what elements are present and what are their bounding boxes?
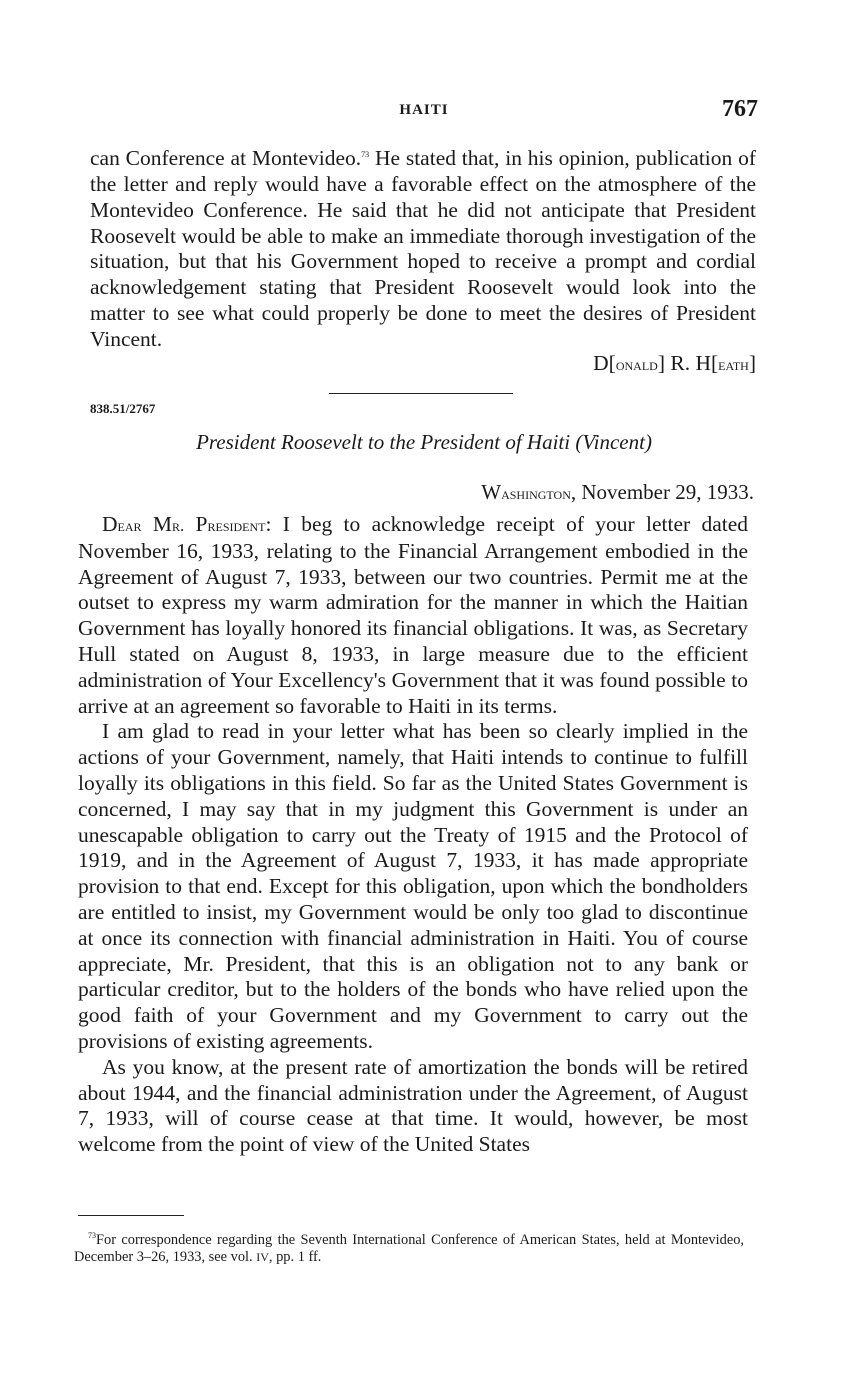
signature — [593, 350, 756, 378]
salutation-colon: : — [265, 512, 283, 536]
footnote-text-2: , pp. 1 ff. — [268, 1248, 322, 1265]
letter-body — [78, 512, 748, 1158]
salutation-m-rest: r. — [171, 516, 185, 535]
running-head — [90, 96, 758, 124]
file-number: 838.51/2767 — [90, 401, 156, 416]
salutation-m: M — [141, 512, 172, 536]
document-title — [90, 430, 758, 455]
dateline-initial: W — [481, 480, 502, 504]
running-title: HAITI — [399, 102, 449, 118]
footnote-reference: 73 — [361, 150, 370, 159]
signature-close: ] — [748, 351, 756, 375]
continuation-text-end: He stated that, in his opinion, publication of the letter and reply would have a favorable effect on the atmosphere of the Montevideo Conference. He said that he did not anticipate that President Roosevelt would be able to make an immediate thorough investigation of the situation, but that his Government hoped to receive a prompt and cordial acknowledgement stating that President Roosevelt would look into the matter to see what could properly be done to meet the desires of President Vincent. — [90, 146, 756, 351]
dateline-date: , November 29, 1933. — [570, 480, 754, 504]
salutation-d: D — [102, 512, 118, 536]
title-person: Vincent — [582, 430, 645, 454]
footnote-volume: iv — [256, 1245, 269, 1265]
salutation-p-rest: resident — [207, 516, 266, 535]
dateline — [481, 480, 754, 505]
footnote-text-1: For correspondence regarding the Seventh International Conference of American States, held at Montevideo, December 3–26, 1933, see vol. — [74, 1231, 744, 1265]
salutation — [102, 512, 283, 536]
letter-paragraph-1 — [78, 512, 748, 719]
title-prefix: President Roosevelt to the President of Haiti ( — [196, 430, 583, 454]
salutation-p: P — [184, 512, 208, 536]
signature-last-rest: eath — [718, 355, 749, 374]
letter-paragraph-3: As you know, at the present rate of amortization the bonds will be retired about 1944, and the financial administration under the Agreement, of August 7, 1933, will of course cease at that time. It would, however, be most welcome from the point of view of the United States — [78, 1054, 748, 1157]
letter-paragraph-1-text: I beg to acknowledge receipt of your letter dated November 16, 1933, relating to the Financial Arrangement embodied in the Agreement of August 7, 1933, between our two countries. Permit me at the outset to express my warm admiration for the manner in which the Haitian Government has loyally honored its financial obligations. It was, as Secretary Hull stated on August 8, 1933, in large measure due to the efficient administration of Your Excellency's Government that it was found possible to arrive at an agreement so favorable to Haiti in its terms. — [78, 512, 749, 718]
section-divider — [329, 393, 513, 394]
signature-middle: ] R. H[ — [657, 351, 719, 375]
salutation-d-rest: ear — [117, 516, 142, 535]
continuation-text-start: can Conference at Montevideo. — [90, 146, 362, 171]
title-suffix: ) — [644, 430, 652, 454]
signature-first-rest: onald — [615, 355, 658, 374]
continuation-paragraph — [90, 142, 756, 353]
footnote-divider — [78, 1215, 184, 1216]
dateline-place-rest: ashington — [501, 484, 571, 503]
footnote — [74, 1228, 744, 1265]
signature-first-initial: D[ — [593, 351, 616, 375]
footnote-mark: 73 — [88, 1231, 96, 1240]
page-number: 767 — [722, 96, 758, 122]
letter-paragraph-2: I am glad to read in your letter what has been so clearly implied in the actions of your Government, namely, that Haiti intends to continue to fulfill loyally its obligations in this field. So far as the United States Government is concerned, I may say that in my judgment this Government is under an unescapable obligation to carry out the Treaty of 1915 and the Protocol of 1919, and in the Agreement of August 7, 1933, it has made appropriate provision to that end. Except for this obligation, upon which the bondholders are entitled to insist, my Government would be only too glad to discontinue at once its connection with financial administration in Haiti. You of course appreciate, Mr. President, that this is an obligation not to any bank or particular creditor, but to the holders of the bonds who have relied upon the good faith of your Government and my Government to carry out the provisions of existing agreements. — [78, 719, 748, 1053]
